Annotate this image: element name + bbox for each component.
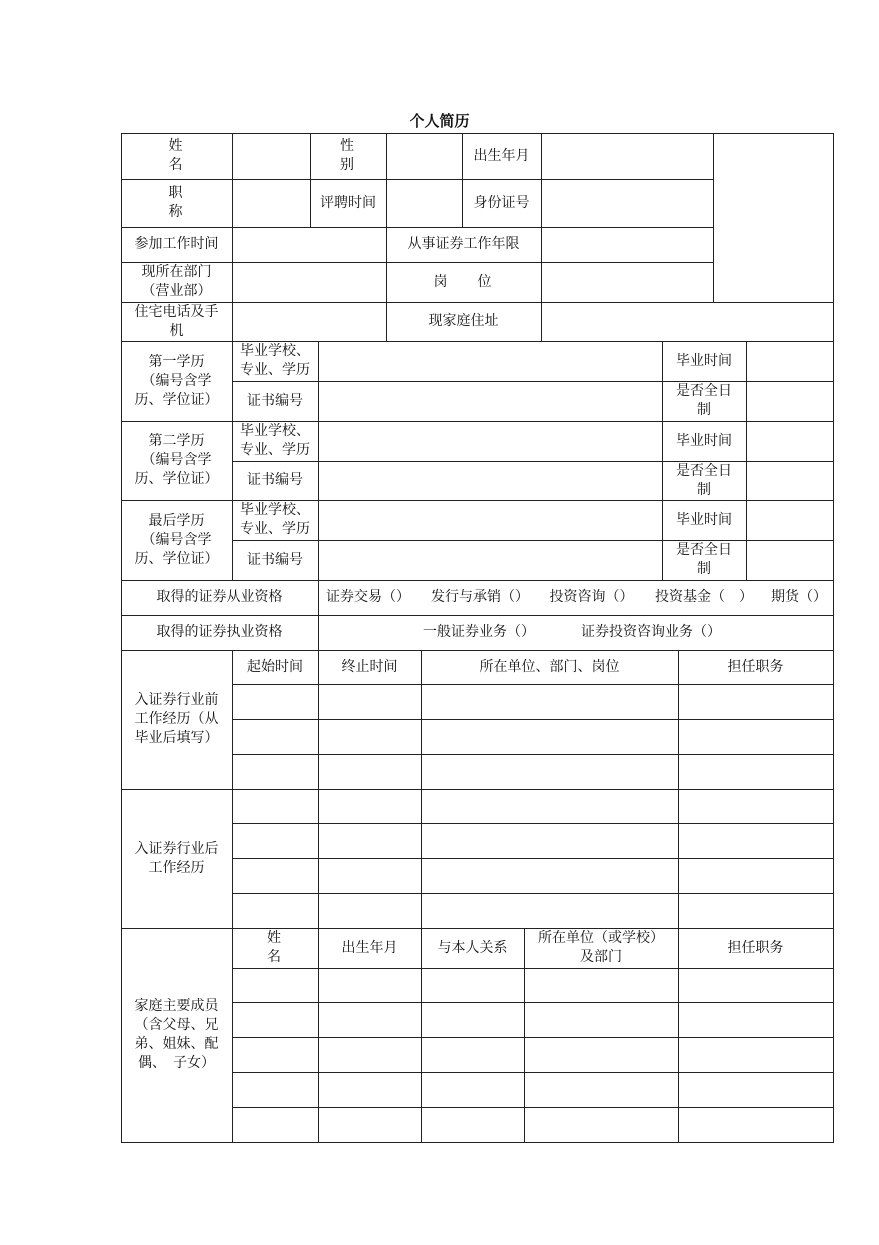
family-header-birth: 出生年月 [341, 939, 398, 956]
gender-label: 性别 [340, 138, 372, 173]
fulltime-label: 是否全日 制 [676, 542, 732, 577]
family-header-relation: 与本人关系 [437, 939, 508, 956]
work-start-label: 参加工作时间 [134, 236, 219, 252]
option-investment-fund[interactable]: 投资基金（ ） [655, 589, 753, 605]
second-education-label: 第二学历 （编号含学 历、学位证） [134, 433, 219, 487]
row-line [232, 684, 834, 685]
fulltime-label: 是否全日 制 [676, 462, 732, 498]
school-label: 毕业学校、 专业、学历 [240, 502, 310, 537]
cert-number-label: 证书编号 [247, 551, 303, 568]
page-title: 个人简历 [409, 112, 470, 130]
option-securities-investment-consulting[interactable]: 证券投资咨询业务（） [581, 624, 721, 640]
row-line [232, 719, 834, 720]
row-line [232, 858, 834, 859]
first-education-label: 第一学历 （编号含学 历、学位证） [134, 353, 219, 408]
grad-time-label: 毕业时间 [676, 511, 732, 528]
sec-years-label: 从事证券工作年限 [407, 236, 520, 252]
option-securities-trading[interactable]: 证券交易（） [326, 589, 410, 605]
col-line [746, 341, 747, 580]
col-line [318, 341, 319, 650]
col-line [318, 650, 319, 1143]
family-header-position: 担任职务 [727, 939, 784, 956]
grad-time-label: 毕业时间 [676, 352, 732, 369]
option-futures[interactable]: 期货（） [771, 589, 827, 605]
row-line [232, 754, 834, 755]
birth-label: 出生年月 [473, 147, 530, 164]
column-header-start: 起始时间 [247, 658, 303, 675]
table-border-right [833, 133, 834, 1143]
table-border-bottom [121, 1142, 834, 1143]
row-line [232, 1037, 834, 1038]
photo-area-line [713, 133, 714, 302]
last-education-label: 最后学历 （编号含学 历、学位证） [134, 512, 219, 567]
family-members-label: 家庭主要成员 （含父母、兄 弟、姐妹、配 偶、 子女） [134, 998, 219, 1071]
col-line [541, 133, 542, 341]
column-header-unit: 所在单位、部门、岗位 [479, 658, 620, 675]
license-qualification-label: 取得的证券执业资格 [156, 624, 283, 640]
column-header-end: 终止时间 [341, 658, 398, 675]
grad-time-label: 毕业时间 [676, 432, 732, 449]
practice-qualification-label: 取得的证券从业资格 [156, 589, 283, 605]
id-number-label: 身份证号 [473, 194, 530, 211]
school-label: 毕业学校、 专业、学历 [240, 423, 310, 458]
cert-number-label: 证书编号 [247, 392, 303, 409]
row-line [232, 1072, 834, 1073]
column-header-position: 担任职务 [727, 658, 784, 675]
row-line [232, 893, 834, 894]
row-line [232, 1107, 834, 1108]
row-line [232, 968, 834, 969]
name-label: 姓名 [168, 138, 213, 173]
phone-label: 住宅电话及手 机 [134, 303, 219, 339]
family-header-name: 姓名 [267, 930, 311, 965]
post-label: 岗位 [433, 273, 522, 290]
col-line [678, 650, 679, 1143]
appoint-time-label: 评聘时间 [320, 194, 376, 211]
cert-number-label: 证书编号 [247, 472, 303, 488]
address-label: 现家庭住址 [428, 313, 499, 329]
title-label: 职称 [168, 185, 213, 220]
col-line [421, 650, 422, 1143]
post-industry-work-label: 入证券行业后 工作经历 [134, 840, 219, 876]
col-line [232, 650, 233, 1143]
fulltime-label: 是否全日 制 [676, 383, 732, 418]
row-line [232, 823, 834, 824]
option-general-securities[interactable]: 一般证券业务（） [423, 624, 535, 640]
department-label: 现所在部门 （营业部） [141, 264, 212, 299]
school-label: 毕业学校、 专业、学历 [240, 343, 310, 378]
row-line [232, 1002, 834, 1003]
family-header-unit: 所在单位（或学校） 及部门 [538, 930, 664, 965]
pre-industry-work-label: 入证券行业前 工作经历（从 毕业后填写） [134, 692, 219, 746]
option-investment-consulting[interactable]: 投资咨询（） [549, 589, 634, 605]
option-issuance-underwriting[interactable]: 发行与承销（） [431, 589, 529, 605]
